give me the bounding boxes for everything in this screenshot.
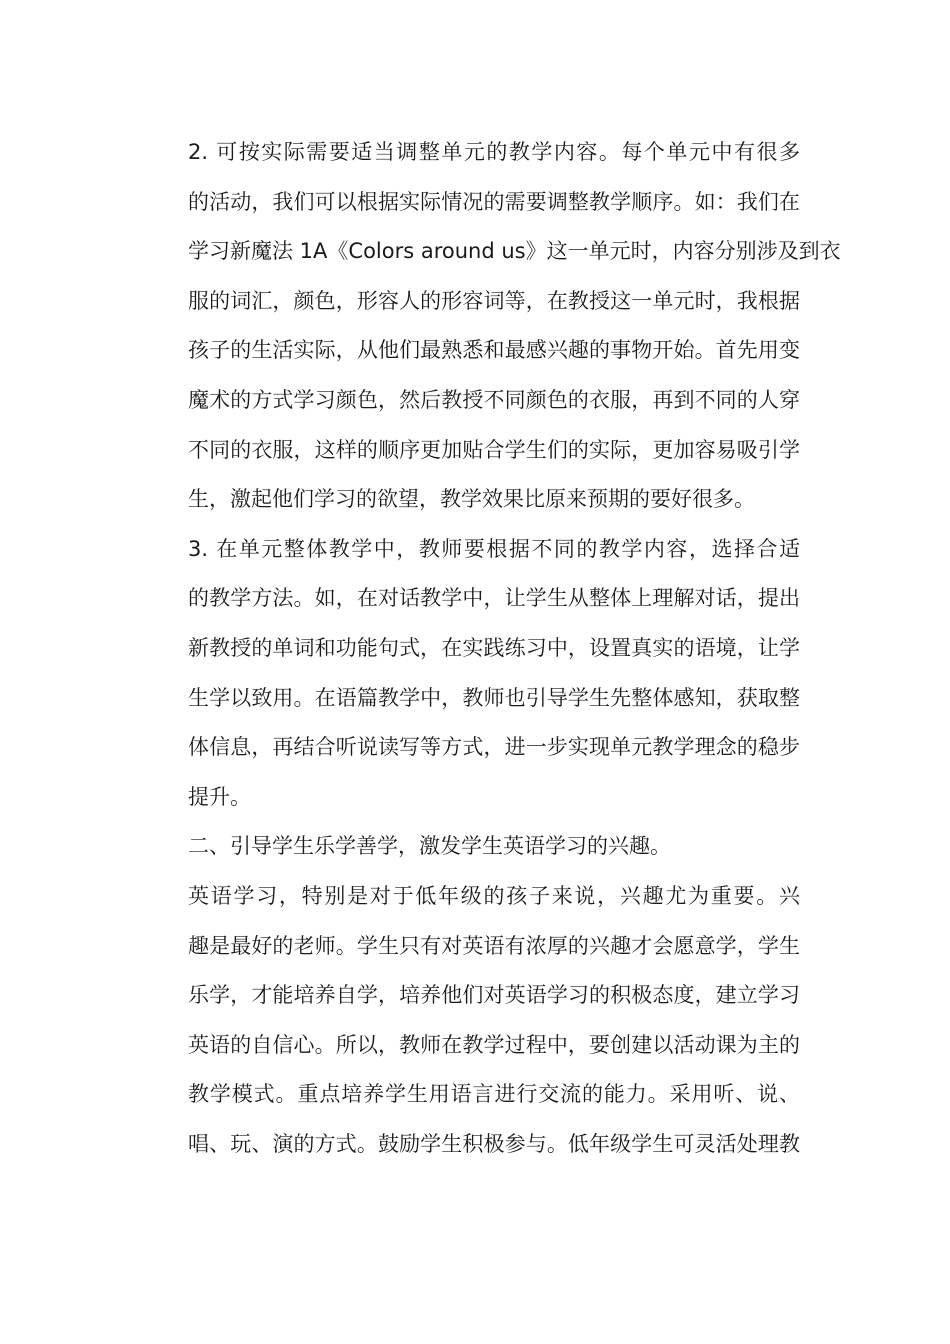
text-line: 魔术的方式学习颜色，然后教授不同颜色的衣服，再到不同的人穿	[188, 387, 800, 412]
text-line: 3. 在单元整体教学中，教师要根据不同的教学内容，选择合适	[188, 536, 800, 561]
text-line: 的教学方法。如，在对话教学中，让学生从整体上理解对话，提出	[188, 586, 800, 611]
text-line: 的活动，我们可以根据实际情况的需要调整教学顺序。如：我们在	[188, 189, 800, 214]
text-line: 生，激起他们学习的欲望，教学效果比原来预期的要好很多。	[188, 487, 755, 512]
text-line: 乐学，才能培养自学，培养他们对英语学习的积极态度，建立学习	[188, 983, 800, 1008]
section-heading-interest	[146, 822, 800, 872]
text-line: 二、引导学生乐学善学，激发学生英语学习的兴趣。	[188, 834, 671, 859]
paragraph-learning-interest	[146, 872, 800, 1170]
paragraph-teaching-methods	[146, 525, 800, 823]
text-line: 学习新魔法 1A《Colors around us》这一单元时，内容分别涉及到衣	[188, 239, 841, 264]
document-body	[146, 128, 841, 1169]
text-line: 2. 可按实际需要适当调整单元的教学内容。每个单元中有很多	[188, 140, 800, 164]
text-line: 英语的自信心。所以，教师在教学过程中，要创建以活动课为主的	[188, 1032, 800, 1057]
paragraph-unit-adjustment	[146, 128, 841, 525]
text-line: 服的词汇，颜色，形容人的形容词等，在教授这一单元时，我根据	[188, 288, 800, 313]
text-line: 孩子的生活实际，从他们最熟悉和最感兴趣的事物开始。首先用变	[188, 338, 800, 363]
text-line: 不同的衣服，这样的顺序更加贴合学生们的实际，更加容易吸引学	[188, 437, 800, 462]
text-line: 教学模式。重点培养学生用语言进行交流的能力。采用听、说、	[188, 1082, 800, 1107]
text-line: 体信息，再结合听说读写等方式，进一步实现单元教学理念的稳步	[188, 735, 800, 760]
text-line: 提升。	[188, 784, 251, 809]
text-line: 新教授的单词和功能句式，在实践练习中，设置真实的语境，让学	[188, 635, 800, 660]
text-line: 生学以致用。在语篇教学中，教师也引导学生先整体感知，获取整	[188, 685, 800, 710]
text-line: 英语学习，特别是对于低年级的孩子来说，兴趣尤为重要。兴	[188, 883, 800, 908]
text-line: 趣是最好的老师。学生只有对英语有浓厚的兴趣才会愿意学，学生	[188, 933, 800, 958]
text-line: 唱、玩、演的方式。鼓励学生积极参与。低年级学生可灵活处理教	[188, 1131, 800, 1156]
